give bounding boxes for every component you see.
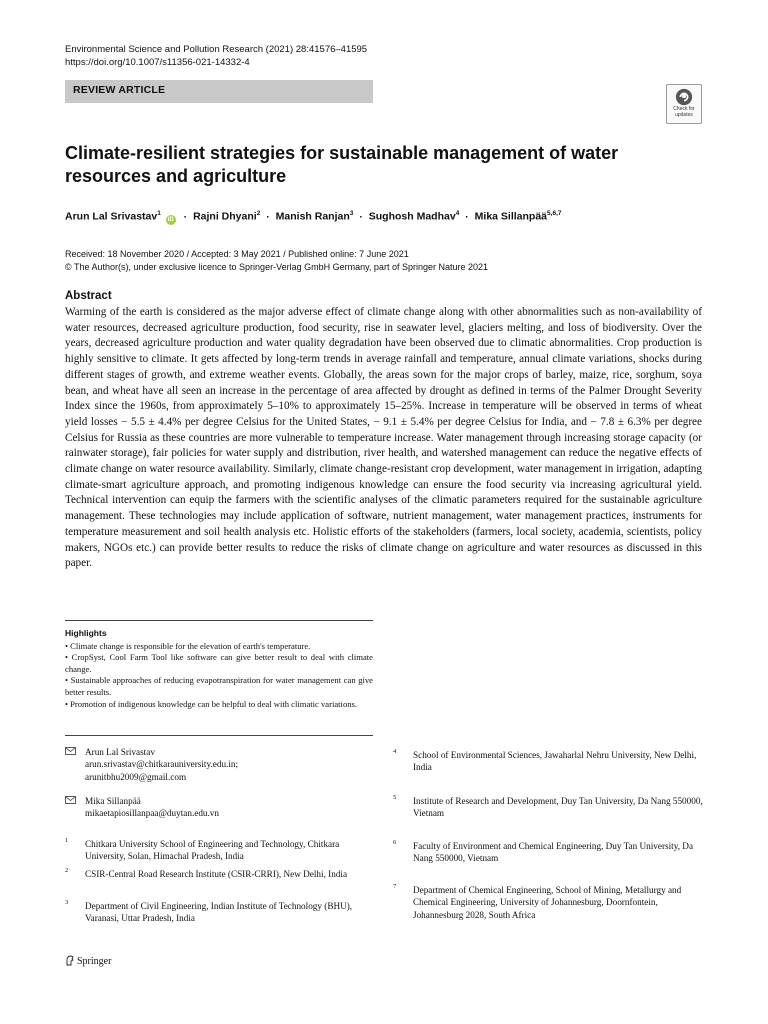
orcid-icon[interactable]: iD [167, 216, 174, 223]
affiliation-number: 5 [393, 794, 397, 801]
publisher-logo [65, 955, 111, 967]
correspondence-entry [65, 795, 219, 820]
correspondent-name: Arun Lal Srivastav [85, 747, 155, 757]
doi-link[interactable]: https://doi.org/10.1007/s11356-021-14332-4 [65, 57, 250, 68]
author-separator: · [465, 210, 469, 223]
check-for-updates-badge[interactable] [666, 84, 702, 124]
correspondence-entry [65, 746, 238, 783]
affiliation-entry [393, 884, 708, 921]
correspondent-name: Mika Sillanpää [85, 796, 141, 806]
correspondent-email[interactable]: mikaetapiosillanpaa@duytan.edu.vn [85, 808, 219, 819]
affiliation-text: Faculty of Environment and Chemical Engineering, Duy Tan University, Da Nang 550000, Vietnam [413, 841, 694, 864]
author-separator: · [183, 210, 188, 223]
author-affiliation-number: 2 [256, 210, 261, 217]
highlights-box [65, 628, 373, 710]
copyright-notice: © The Author(s), under exclusive licence to Springer-Verlag GmbH Germany, part of Springer Nature 2021 [65, 262, 488, 272]
affiliation-number: 1 [65, 837, 69, 844]
author-affiliation-number: 4 [455, 210, 460, 217]
affiliation-entry [393, 795, 708, 820]
correspondent-email[interactable]: arun.srivastav@chitkarauniversity.edu.in; [85, 759, 239, 770]
envelope-icon [65, 747, 76, 755]
author-name[interactable]: Manish Ranjan [275, 210, 350, 223]
highlights-bottom-rule [65, 735, 373, 736]
author-affiliation-number: 1 [157, 210, 161, 217]
affiliation-text: CSIR-Central Road Research Institute (CSIR-CRRI), New Delhi, India [85, 869, 348, 879]
affiliation-entry [393, 749, 708, 774]
affiliation-entry [393, 840, 708, 865]
affiliation-entry [65, 868, 365, 880]
author-name[interactable]: Sughosh Madhav [368, 210, 456, 223]
affiliation-text: Institute of Research and Development, Duy Tan University, Da Nang 550000, Vietnam [413, 796, 703, 819]
publisher-name: Springer [77, 956, 112, 967]
affiliation-text: Department of Civil Engineering, Indian Institute of Technology (BHU), Varanasi, Uttar Pradesh, India [85, 901, 353, 924]
affiliation-number: 3 [65, 899, 69, 906]
envelope-icon [65, 796, 76, 804]
abstract-body: Warming of the earth is considered as the major adverse effect of climate change along with other abnormalities such as non-availability of water resources, decreased agriculture production, food security, rise in seawater level, glaciers melting, and loss of biodiversity. Over the years, decreased agriculture production and water quality degradation have been observed due to climatic abnormalities. Crop production is highly sensitive to climate. It gets affected by long-term trends in average rainfall and temperature, annual climate variations, shocks during different stages of growth, and extreme weather events. Globally, the areas sown for the major crops of barley, maize, rice, sorghum, soya bean, and wheat have all seen an increase in the percentage of area affected by drought as defined in terms of the Palmer Drought Severity Index since the 1960s, from approximately 5–10% to approximately 15–25%. Increase in temperature will be observed in terms of wheat yield losses − 5.5 ± 4.4% per degree Celsius for the United States, − 9.1 ± 5.4% per degree Celsius for India, and − 7.8 ± 6.3% per degree Celsius for Russia as these countries are more vulnerable to temperature increase. Water management through increasing storage capacity (or rainwater storage), fair policies for water supply and distribution, river health, and watershed management can reduce the negative effects of climate change on water resource availability. Similarly, climate change-resistant crop development, water management in irrigation, adapting climate-smart agriculture approach, and promoting indigenous knowledge can ensure the food security via increasing agricultural yield. Technical intervention can equip the farmers with the scientific analyses of the climatic parameters required for the sustainable agriculture management. These technologies may include application of software, nutrient management, water management practices, instruments for temperature measurement and soil health analysis etc. Holistic efforts of the stakeholders (farmers, local society, academia, scientists, policy makers, NGOs etc.) can provide better results to reduce the risks of climate change on agriculture and water resources as discussed in this paper. [65, 306, 702, 570]
author-name[interactable]: Rajni Dhyani [193, 210, 257, 223]
abstract-heading: Abstract [65, 290, 112, 302]
badge-line-1: Check for [673, 106, 695, 112]
highlights-heading: Highlights [65, 628, 107, 638]
badge-line-2: updates [675, 111, 693, 118]
affiliation-number: 2 [65, 867, 69, 874]
affiliation-entry [65, 900, 365, 925]
highlights-top-rule [65, 620, 373, 621]
check-for-updates-icon [675, 88, 693, 106]
article-type-bar [65, 80, 373, 103]
publication-dates: Received: 18 November 2020 / Accepted: 3 May 2021 / Published online: 7 June 2021 [65, 249, 409, 259]
highlight-item: • Sustainable approaches of reducing evapotranspiration for water management can give better results. [65, 675, 373, 697]
author-separator: · [266, 210, 270, 223]
journal-citation: Environmental Science and Pollution Research (2021) 28:41576–41595 [65, 44, 368, 55]
affiliation-number: 4 [393, 748, 397, 755]
paper-title: Climate-resilient strategies for sustainable management of water resources and agriculture [65, 143, 619, 186]
article-type-label: REVIEW ARTICLE [73, 84, 166, 96]
highlight-item: • CropSyst, Cool Farm Tool like software can give better result to deal with climate change. [65, 652, 373, 674]
affiliation-text: School of Environmental Sciences, Jawaharlal Nehru University, New Delhi, India [413, 750, 697, 773]
highlight-item: • Promotion of indigenous knowledge can be helpful to deal with climatic variations. [65, 698, 358, 709]
author-name[interactable]: Mika Sillanpää [474, 210, 548, 223]
affiliation-text: Department of Chemical Engineering, School of Mining, Metallurgy and Chemical Engineering, University of Johannesburg, Doornfontein, Johannesburg 2028, South Africa [413, 885, 682, 920]
affiliation-text: Chitkara University School of Engineering and Technology, Chitkara University, Solan, Himachal Pradesh, India [85, 839, 340, 862]
correspondent-email[interactable]: arunitbhu2009@gmail.com [85, 771, 187, 782]
springer-horse-icon [65, 955, 75, 966]
affiliation-number: 6 [393, 839, 397, 846]
author-affiliation-number: 5,6,7 [547, 210, 562, 217]
author-separator: · [359, 210, 363, 223]
affiliation-entry [65, 838, 365, 863]
affiliation-number: 7 [393, 883, 397, 890]
author-list [65, 207, 705, 225]
highlight-item: • Climate change is responsible for the elevation of earth's temperature. [65, 640, 311, 651]
author-name[interactable]: Arun Lal Srivastav [65, 210, 158, 223]
author-affiliation-number: 3 [349, 210, 354, 217]
